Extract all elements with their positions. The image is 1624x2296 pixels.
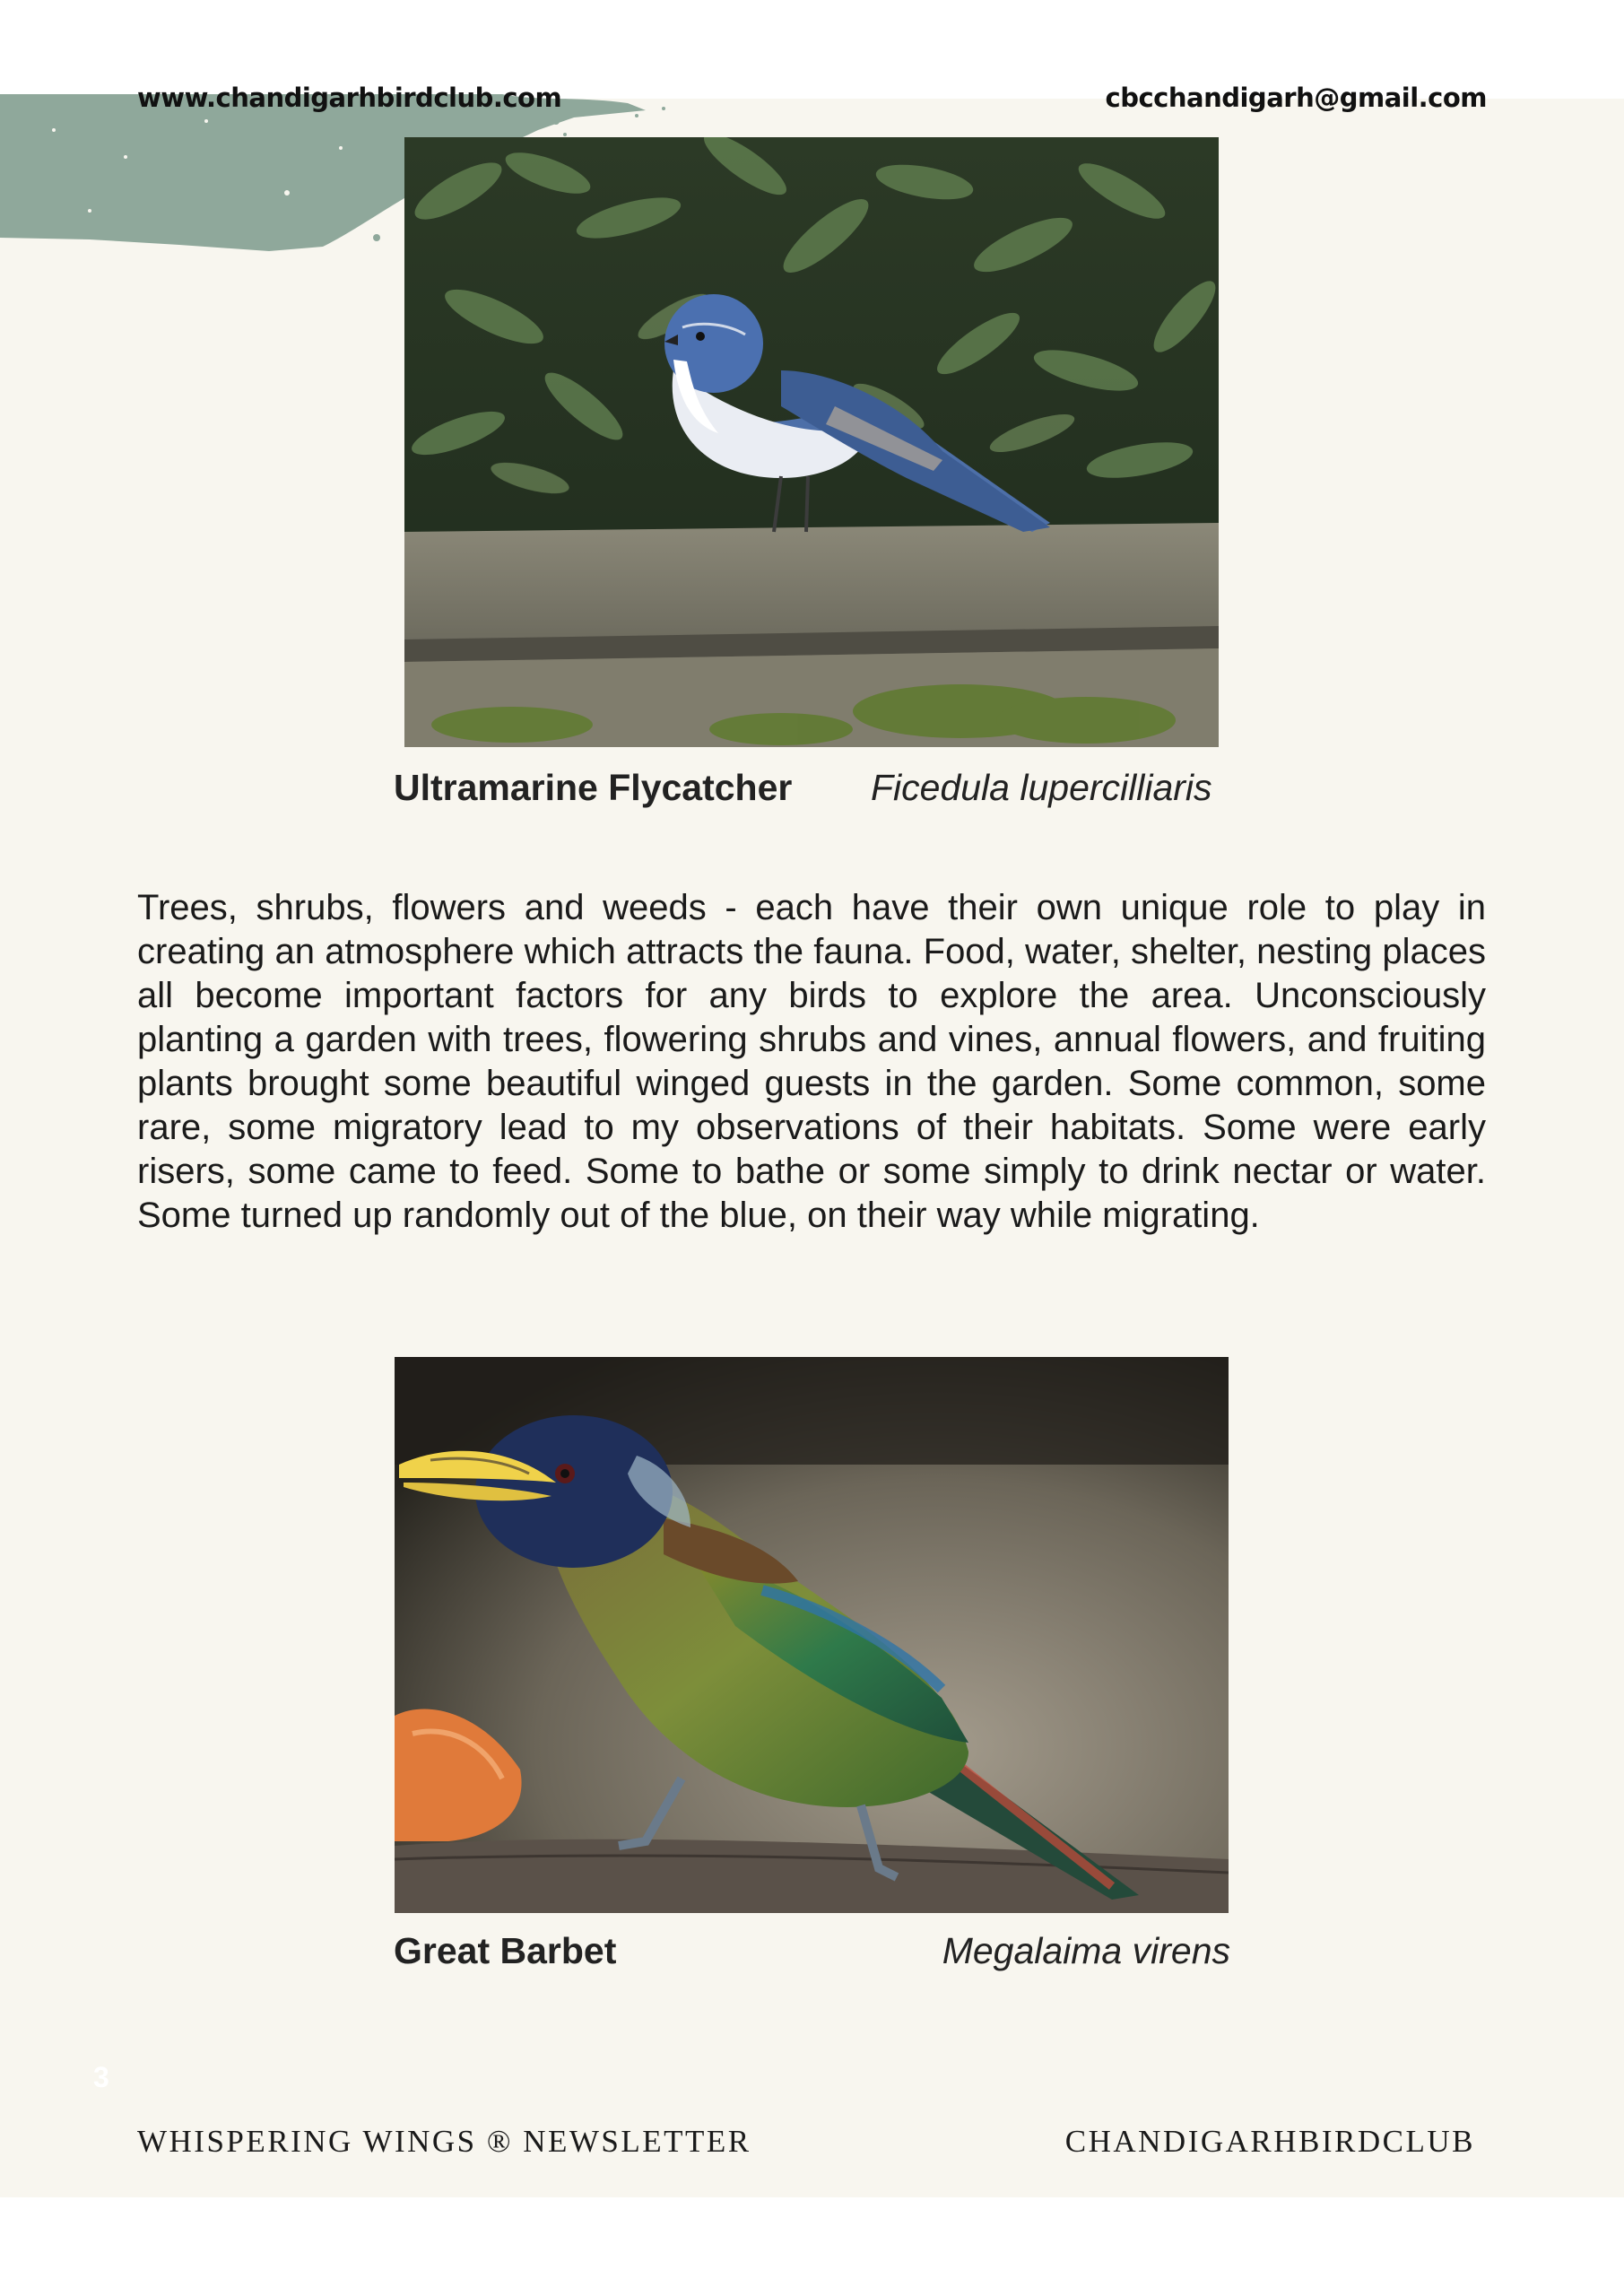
footer-newsletter-title: WHISPERING WINGS ® NEWSLETTER [137, 2124, 751, 2159]
barbet-photo [395, 1357, 1229, 1913]
figure-2-scientific-name: Megalaima virens [942, 1930, 1230, 1971]
footer-club-name: CHANDIGARHBIRDCLUB [1064, 2124, 1475, 2159]
figure-1-common-name: Ultramarine Flycatcher [394, 767, 793, 808]
figure-1-scientific-name: Ficedula lupercilliaris [871, 767, 1212, 808]
page-number: 3 [93, 2061, 109, 2093]
flycatcher-photo [404, 137, 1219, 747]
website-link[interactable]: www.chandigarhbirdclub.com [137, 83, 562, 113]
contact-email[interactable]: cbcchandigarh@gmail.com [1105, 83, 1487, 113]
figure-2-common-name: Great Barbet [394, 1930, 617, 1971]
article-paragraph: Trees, shrubs, flowers and weeds - each have their own unique role to play in creating an atmosphere which attracts the fauna. Food, water, shelter, nesting places all become important factors for any birds to explore the area. Unconsciously planting a garden with trees, flowering shrubs and vines, annual flowers, and fruiting plants brought some beautiful winged guests in the garden. Some common, some rare, some migratory lead to my observations of their habitats. Some were early risers, some came to feed. Some to bathe or some simply to drink nectar or water. Some turned up randomly out of the blue, on their way while migrating. [137, 888, 1486, 1235]
